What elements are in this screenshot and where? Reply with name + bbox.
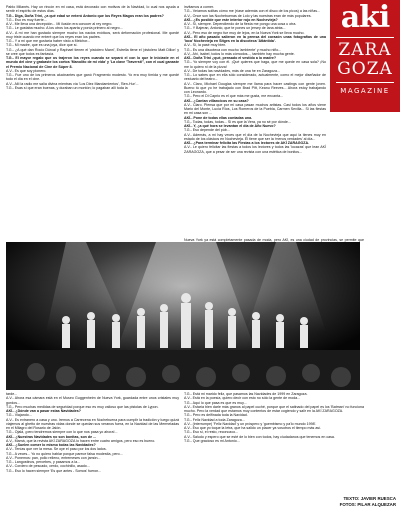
paragraph: A.V.- Cordero de pescado, cerdo, cochinillo, asado... (6, 464, 90, 469)
paragraph: A.V.- A mí me han gustado siempre mucho los nacios exóticos, será deformación profesional. Me quedé muy triste cuando me enteré que los reyes eran los padres. (6, 30, 179, 39)
paragraph: T.G.- Diga, Doña Trini, ¿a qué edad se enteró Antonio que los Reyes Magos eran los padres? (6, 13, 164, 18)
paragraph: A.V.- Le quiero felicitar las fiestas a todos los lectores y todos las 'locazas' que lean AKÍ ZARAGOZA, que a pesar de ser una revista con una estética de bonitos... (184, 145, 326, 154)
article-column-5 (184, 392, 364, 482)
paragraph: T.G.- Yo siempre voy con él. ¡Qué quieres que haga, que me quede en casa sola? ¡No me lo quiero ni de la pizza! (184, 60, 326, 69)
paragraph: T.G.- Pero muchas medidas de seguridad porque eso es muy valioso que las pistolas de Lypon. (6, 404, 159, 409)
masthead-rule (336, 37, 394, 38)
paragraph: A.V.- Es que soy pionero. (6, 68, 47, 73)
paragraph: A.V.- Eso que yo toque la letra, que ha salido un placer ya vosotros el tiempo más así. (184, 426, 322, 430)
paragraph: A.V.- Saludo y espero que se esté de lo bien con todos, hay ciudadanos que tenemos en casa. (184, 434, 335, 439)
paragraph: T.G.- Ojalá, ¡pero tendremos siempre con lo que nos pasa yo ahora!... (6, 430, 118, 435)
credit-photos: FOTOS: PILAR ALQUEZAR (339, 502, 396, 507)
article-column-1 (6, 5, 179, 245)
paragraph: T.G.- Eso lo hacen siempre 'Es que antes - Somos' fueron... (6, 468, 102, 473)
paragraph: T.G.- Aquí lo que pasa es que es muy... (184, 400, 247, 405)
paragraph: A.V.- Me lleva una decepción... Mi ilusión era conocer al rey negro. (6, 22, 113, 26)
credit-text: TEXTO: JAVIER RUESCA (343, 496, 396, 501)
stage-photo (6, 242, 360, 390)
paragraph: T.G.- Eso es muy fuerte... (6, 17, 47, 22)
paragraph: AKÍ.- El año pasado salieron en la prensa del corazón unas fotografías de una 'loca' Nochevieja en Sitges en la discoteca 'Atlántida'. (184, 34, 326, 43)
paragraph: T.G.- Eso sí, el resto, reconozco... (184, 430, 239, 435)
paragraph: T.G.- Veíamos solitas cómo me (ríase además con el disco de los picos) a las niñas... (184, 9, 321, 14)
paragraph: A.V.- De todas las navidades, más de una he en Zaragoza... (184, 68, 280, 73)
masthead-magazine: MAGAZINE (340, 87, 390, 95)
paragraph: T.G.- Feliz Navidad a toda Zaragoza... (184, 417, 245, 422)
masthead-goza: GOZA (337, 59, 393, 79)
paragraph: T.G.- Es una discoteca con mucho 'ambiente' y mucho niño... (184, 47, 282, 52)
paragraph: T.G.- Fue uno de los primeros alucinantes que ganó Fragmento modesto. Yo era muy tímida y me quedé todo el día en el cine. (6, 73, 179, 82)
paragraph: T.G.- A veces... Yo no quiero hablar porque parece falsa modestia, pero... (6, 451, 123, 456)
paragraph: T.G.- Langostinos, percebes, y pasamos a la... (6, 460, 81, 464)
paragraph: AKÍ.- ¿Dónde van a pasar estas Navidades? (6, 409, 81, 413)
paragraph: A.V.- Pero eso de negro fue muy de lejos, en la Nueva York se lleva mucho. (184, 30, 305, 35)
paragraph: AKÍ.- ¿Suelen comer lo mismo todas las Navidades? (6, 443, 96, 447)
paragraph: T.G.- Eso depende del púb... (184, 128, 230, 133)
paragraph: A.V.- Allí la radio me salía divina mientras vía 'Los Diez Mandamientos', 'Ben-Hur'... (6, 81, 139, 86)
paragraph: T.G.- El mayor regalo que os trajeron los reyes cuando se separó el con lo que le iniciaste en el mundo del cine y grabaste los cortos 'Manolito de mi vida' y 'La clave 'Traversti'', con el cual ganaste el Premio Nacional de Cine de Súper 8. (6, 56, 179, 69)
paragraph: AKÍ.- Doña Trini ¿qué, pensado el vestido a lo madre? (184, 56, 277, 60)
paragraph: A.V.- Ponemos: pan, pollo relleno, entremeses con jamón... (6, 455, 101, 460)
paragraph: invitamos a comer. (184, 5, 214, 9)
masthead-rule-2 (336, 82, 394, 83)
paragraph: A.V.- Ahora esa cámara está en el Museo Guggenheim de Nueva York, guardada entre unos cristales muy gordos... (6, 396, 179, 405)
paragraph: T.G.- Lo sabes que en ella sólo considerado, actualmente, como el mejor diseñador de vestuario del teatro... (184, 73, 326, 82)
paragraph: T.G.- Viajando... (6, 413, 32, 418)
paragraph: T.G.- ¿A qué dan Rocío Dúrcal y Raphael tienen el 'pistolero Manri', Estrella tiene el 'pistolero Matt Dillon' y se cree que todos es fantasía. (6, 47, 179, 56)
article-column-4 (6, 392, 179, 512)
paragraph: T.G.- Pero es delfinada toda la Navidad. (184, 413, 248, 418)
paragraph: AKÍ.- ¿Para terminar felicita las Fiestas a los lectores de AKÍ ZARAGOZA. (184, 141, 310, 145)
paragraph: T.G.- Esas sí que eran buenas, y duraban un montón; lo pagaban allí toda la (6, 85, 128, 90)
masthead-aki: aki (340, 0, 390, 35)
paragraph: A.V.- Es extranero a casa y uno. Iremos a Carrecena en Nochebuena para cumplir la tradición y luego quizá viajemos al ghetto de nuestras vidas donde se quedan sus veranos fuera, en la Navidad de las Mermeladas en el Milagro del Rosario de Jalón. (6, 417, 179, 430)
paragraph: AKÍ.- Pone de todas ellas contadas una. (184, 115, 253, 120)
paragraph: A.V.- Claro. Piensa que por mi casa pasan muchos artistas. Casi todos los años viene Mario del Monte, Lucía Ríos, Los Romeros de la Puebla, Carmen Sevilla... Si las fiestas en mi casa son ... (184, 102, 326, 116)
paragraph: A.V.- Estaría bien darle más granos al papel cuché, porque que el satinado del papel es los 'Batman' no funciona mucho. Pero la verdad que estamos muy contentos de estar cogiendo y salir en la AKÍ ZARAGOZA. (184, 404, 364, 413)
paragraph: A.V.- Está en la poesía, quiero decir con esto no sólo la gente de moda... (184, 396, 301, 401)
masthead-zara: ZARA (338, 40, 392, 60)
paragraph: Pablo Milanés. Hay un rincón en mi casa, está decorado con motivos de la Navidad, lo cual nos ayuda a sentir el espíritu de estos días. (6, 5, 179, 14)
stage-photo-illustration (6, 242, 360, 390)
paragraph: T.G.- Todas, todas, todas... Si es que la Vera, ya no sé por dónde... (184, 119, 291, 124)
paragraph: A.V.- Mamá, que la revista AKÍ ZARAGOZA lo hacen entre cuatro amigos, pero eso es bueno. (6, 438, 156, 443)
paragraph: T.G.- Y Bajeran, Antonio, que te pones un jersey de lana atrás... (184, 26, 286, 31)
paragraph: A.V.- Tenías que ver la mesa. Se oye el paso por los dos lados. (6, 447, 107, 452)
paragraph: T.G.- Le gustaba mucho. A los otros los aparta y ponía primero al negro... (6, 26, 123, 31)
paragraph: T.G.- Que gracioso es mi Antonio... (184, 438, 240, 443)
article-column-2 (184, 5, 326, 237)
paragraph: A.V.- Ahí, Isabel, todos lo más cómodos..., también hay mucha gente. (184, 51, 295, 56)
paragraph: Nueva York ya está completamente pasada de moda, pero AKÍ, es una ciudad de provincias, se permite que (184, 238, 364, 242)
paragraph: A.V.- Once son las Nochebuenas de Lolo y las nuestras eran de más populares. (184, 13, 312, 18)
paragraph: T.G.- Mi madre, que es una joya, dice que sí. (6, 43, 78, 48)
paragraph: AKÍ.- ¿Cantan villancicos en su casa? (184, 98, 249, 103)
paragraph: AKÍ.- Y, ¿a qué hora se levantan el día de Año Nuevo? (184, 124, 276, 128)
paragraph: AKÍ.- ¿Es posible que este interior rojo en Nochevieja? (184, 17, 278, 22)
paragraph: A.V.- Claro, Michael Douglas siempre me llama para hacer castings con gente joven. Bueno tú que yo he trabajado con Brad Pitt, Keanu Reeves... Ahora estoy trabajando con Leonardo. (184, 81, 326, 94)
paragraph: AKÍ.- ¿Nuestras Navidades no son bonitas, son de ... (6, 434, 97, 439)
paragraph: T.G.- Pero el Di Caprio es el que más me gusta, me encanta... (184, 94, 284, 99)
paragraph: T.G.- Está mi marido feliz, que pasamos las Navidades de 1999 en Zaragoza. (184, 392, 308, 396)
paragraph: A.V.- Sí, la pasé muy bien. (184, 43, 227, 48)
paragraph: tarde... (6, 392, 18, 396)
credits (300, 496, 396, 508)
paragraph: A.V.- Sí, siempre. Dependiendo de la fiesta me pongo una cosa u otra. (184, 22, 297, 26)
paragraph: A.V.- Además, a mí hay veces que el día de la Nochevieja que aquí la tienes muy en estado de los clásicos en Nochevieja. Él tiene que ser la 'menos verdades' al día... (184, 132, 326, 141)
paragraph: A.V.- (interrumpe) 'Feliz Navidad' y un próspero y 'guembismo y pa'lo mundo 1998'. (184, 421, 317, 426)
masthead (330, 0, 400, 112)
paragraph: T.G.- Y a mí que me gustaría haber visto a Melchor... (6, 39, 91, 43)
